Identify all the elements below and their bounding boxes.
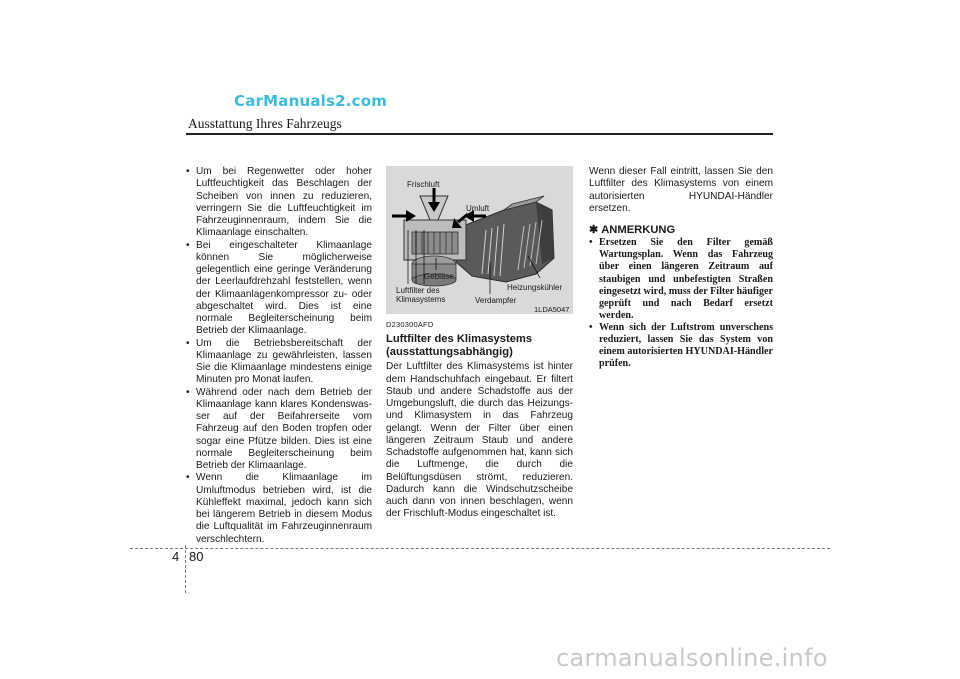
list-item: • Während oder nach dem Betrieb der Klimaanlage kann klares Kondenswas-ser auf der Beifahrerseite vom Fahrzeug auf den Boden tropfen oder sogar eine Pfütze bilden. Dies ist eine normale Begleiterscheinung beim Betrieb der Klimaanlage. bbox=[186, 387, 372, 473]
intro-paragraph: Wenn dieser Fall eintritt, lassen Sie den Luftfilter des Klimasystems von einem autorisierten HYUNDAI-Händler ersetzen. bbox=[589, 166, 773, 214]
label-frischluft: Frischluft bbox=[407, 180, 440, 189]
list-item: • Bei eingeschalteter Klimaanlage können Sie möglicherweise gelegentlich eine geringe Veränderung der Leerlaufdrehzahl feststellen, wenn der Klimaanlagenkompressor zu- oder abgeschaltet wird. Dies ist eine normale Begleiterscheinung beim Betrieb der Klimaanlage. bbox=[186, 240, 372, 338]
bullet-list bbox=[186, 166, 372, 546]
page-number: 80 bbox=[189, 549, 204, 564]
list-item: • Wenn sich der Luftstrom unverschens reduziert, lassen Sie das System von einem autorisierten HYUNDAI-Händler prüfen. bbox=[589, 322, 773, 370]
note-heading bbox=[589, 224, 773, 236]
chapter-number: 4 bbox=[172, 549, 180, 564]
watermark-carmanualsonline: carmanualsonline.info bbox=[556, 644, 828, 672]
watermark-carmanuals2: CarManuals2.com bbox=[234, 92, 388, 110]
column-right bbox=[589, 166, 773, 370]
section-heading: Luftfilter des Klimasystems (ausstattungsabhängig) bbox=[386, 333, 533, 359]
label-verdampfer: Verdampfer bbox=[475, 296, 517, 305]
footer-divider bbox=[185, 545, 186, 593]
note-list bbox=[589, 237, 773, 370]
note-star-icon: ✱ bbox=[589, 224, 599, 236]
label-umluft: Umluft bbox=[466, 204, 490, 213]
label-luftfilter: Luftfilter des Klimasystems bbox=[396, 286, 446, 304]
list-item: • Um bei Regenwetter oder hoher Luftfeuchtigkeit das Beschlagen der Scheiben von innen zu reduzieren, verringern Sie die Luftfeuchtigkeit im Fahrzeuginnenraum, indem Sie die Klimaanlage einschalten. bbox=[186, 166, 372, 240]
list-item: • Um die Betriebsbereitschaft der Klimaanlage zu gewährleisten, lassen Sie die Klimaanlage mindestens einige Minuten pro Monat laufen. bbox=[186, 338, 372, 387]
label-geblaese: Gebläse bbox=[424, 272, 454, 281]
column-left bbox=[186, 166, 372, 546]
page-header-title: Ausstattung Ihres Fahrzeugs bbox=[188, 116, 342, 131]
column-middle bbox=[386, 166, 573, 521]
figure-code: 1LDA5047 bbox=[534, 305, 570, 314]
list-item: • Ersetzen Sie den Filter gemäß Wartungsplan. Wenn das Fahrzeug über einen längeren Zeitraum auf staubigen und unbefestigten Straßen eingesetzt wird, muss der Filter häufiger geprüft und nach Bedarf ersetzt werden. bbox=[589, 237, 773, 322]
hvac-diagram bbox=[386, 166, 573, 314]
label-heizungskuehler: Heizungskühler bbox=[507, 283, 563, 292]
note-heading-label: ANMERKUNG bbox=[601, 224, 676, 236]
section-code: D230300AFD bbox=[386, 320, 434, 329]
footer-rule bbox=[130, 548, 830, 549]
section-body: Der Luftfilter des Klimasystems ist hinter dem Handschuhfach eingebaut. Er filtert Staub und andere Schadstoffe aus der Umgebungsluft, die durch das Heizungs- und Klimasystem in das Fahrzeug gelangt. Wenn der Filter über einen längeren Zeitraum Staub und andere Schadstoffe aufgenommen hat, kann sich die Luftmenge, die durch die Belüftungsdüsen strömt, reduzieren. Dadurch kann die Windschutzscheibe auch dann von innen beschlagen, wenn der Frischluft-Modus eingeschaltet ist. bbox=[386, 361, 573, 520]
list-item: • Wenn die Klimaanlage im Umluftmodus betrieben wird, ist die Kühleffekt maximal, jedoch kann sich bei längerem Betrieb in diesem Modus die Luftqualität im Fahrzeuginnenraum verschlechtern. bbox=[186, 472, 372, 546]
header-rule bbox=[186, 133, 773, 135]
